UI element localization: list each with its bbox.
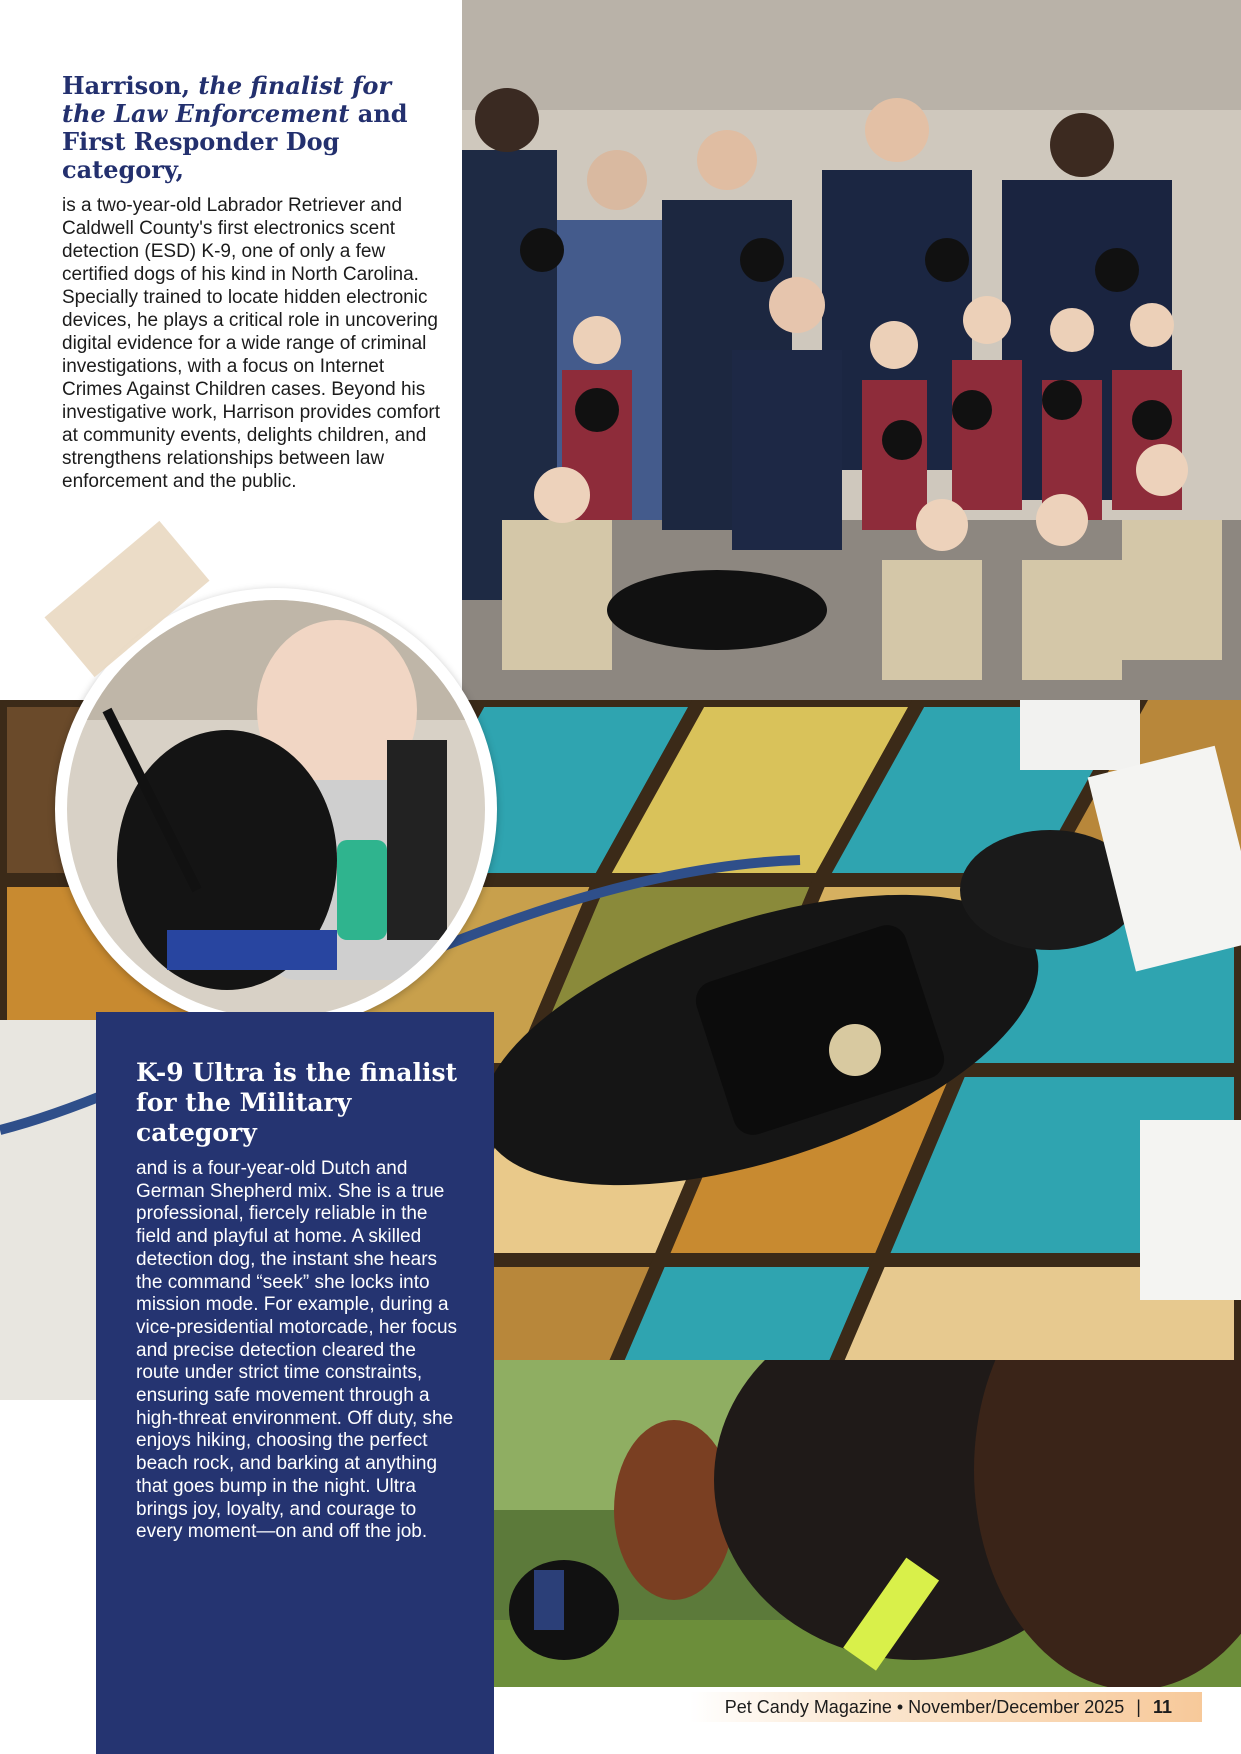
harrison-heading-italic: the finalist for the Law Enforcement — [62, 71, 392, 128]
ultra-heading: K-9 Ultra is the finalist for the Military category — [136, 1058, 458, 1147]
harrison-body: is a two-year-old Labrador Retriever and Caldwell County's first electronics scent detection (ESD) K-9, one of only a few certified dogs of his kind in North Carolina. Specially trained to locate hidden electronic devices, he plays a critical role in uncovering digital evidence for a wide range of criminal investigations, with a focus on Internet Crimes Against Children cases. Beyond his investigative work, Harrison provides comfort at community events, delights children, and strengthens relationships between law enforcement and the public. — [62, 195, 441, 492]
horses-photo — [494, 1360, 1241, 1687]
harrison-article — [62, 72, 442, 493]
page-number: 11 — [1152, 1696, 1172, 1717]
footer-publication: Pet Candy Magazine • November/December 2025 — [724, 1696, 1125, 1717]
harrison-heading-rest: and First Responder Dog category, — [62, 99, 408, 184]
harrison-heading-name: Harrison, — [62, 71, 199, 100]
ultra-body: and is a four-year-old Dutch and German Shepherd mix. She is a true professional, fiercely reliable in the field and playful at home. A skilled detection dog, the instant she hears the command “seek” she locks into mission mode. For example, during a vice-presidential motorcade, her focus and precise detection cleared the route under strict time constraints, ensuring safe movement through a high-threat environment. Off duty, she enjoys hiking, choosing the perfect beach rock, and barking at anything that goes bump in the night. Ultra brings joy, loyalty, and courage to every moment—on and off the job. — [136, 1158, 458, 1543]
group-photo — [462, 0, 1241, 700]
ultra-article-box — [96, 1012, 494, 1754]
footer-separator: | — [1136, 1696, 1141, 1717]
harrison-heading — [62, 72, 442, 184]
page-footer — [690, 1692, 1202, 1722]
